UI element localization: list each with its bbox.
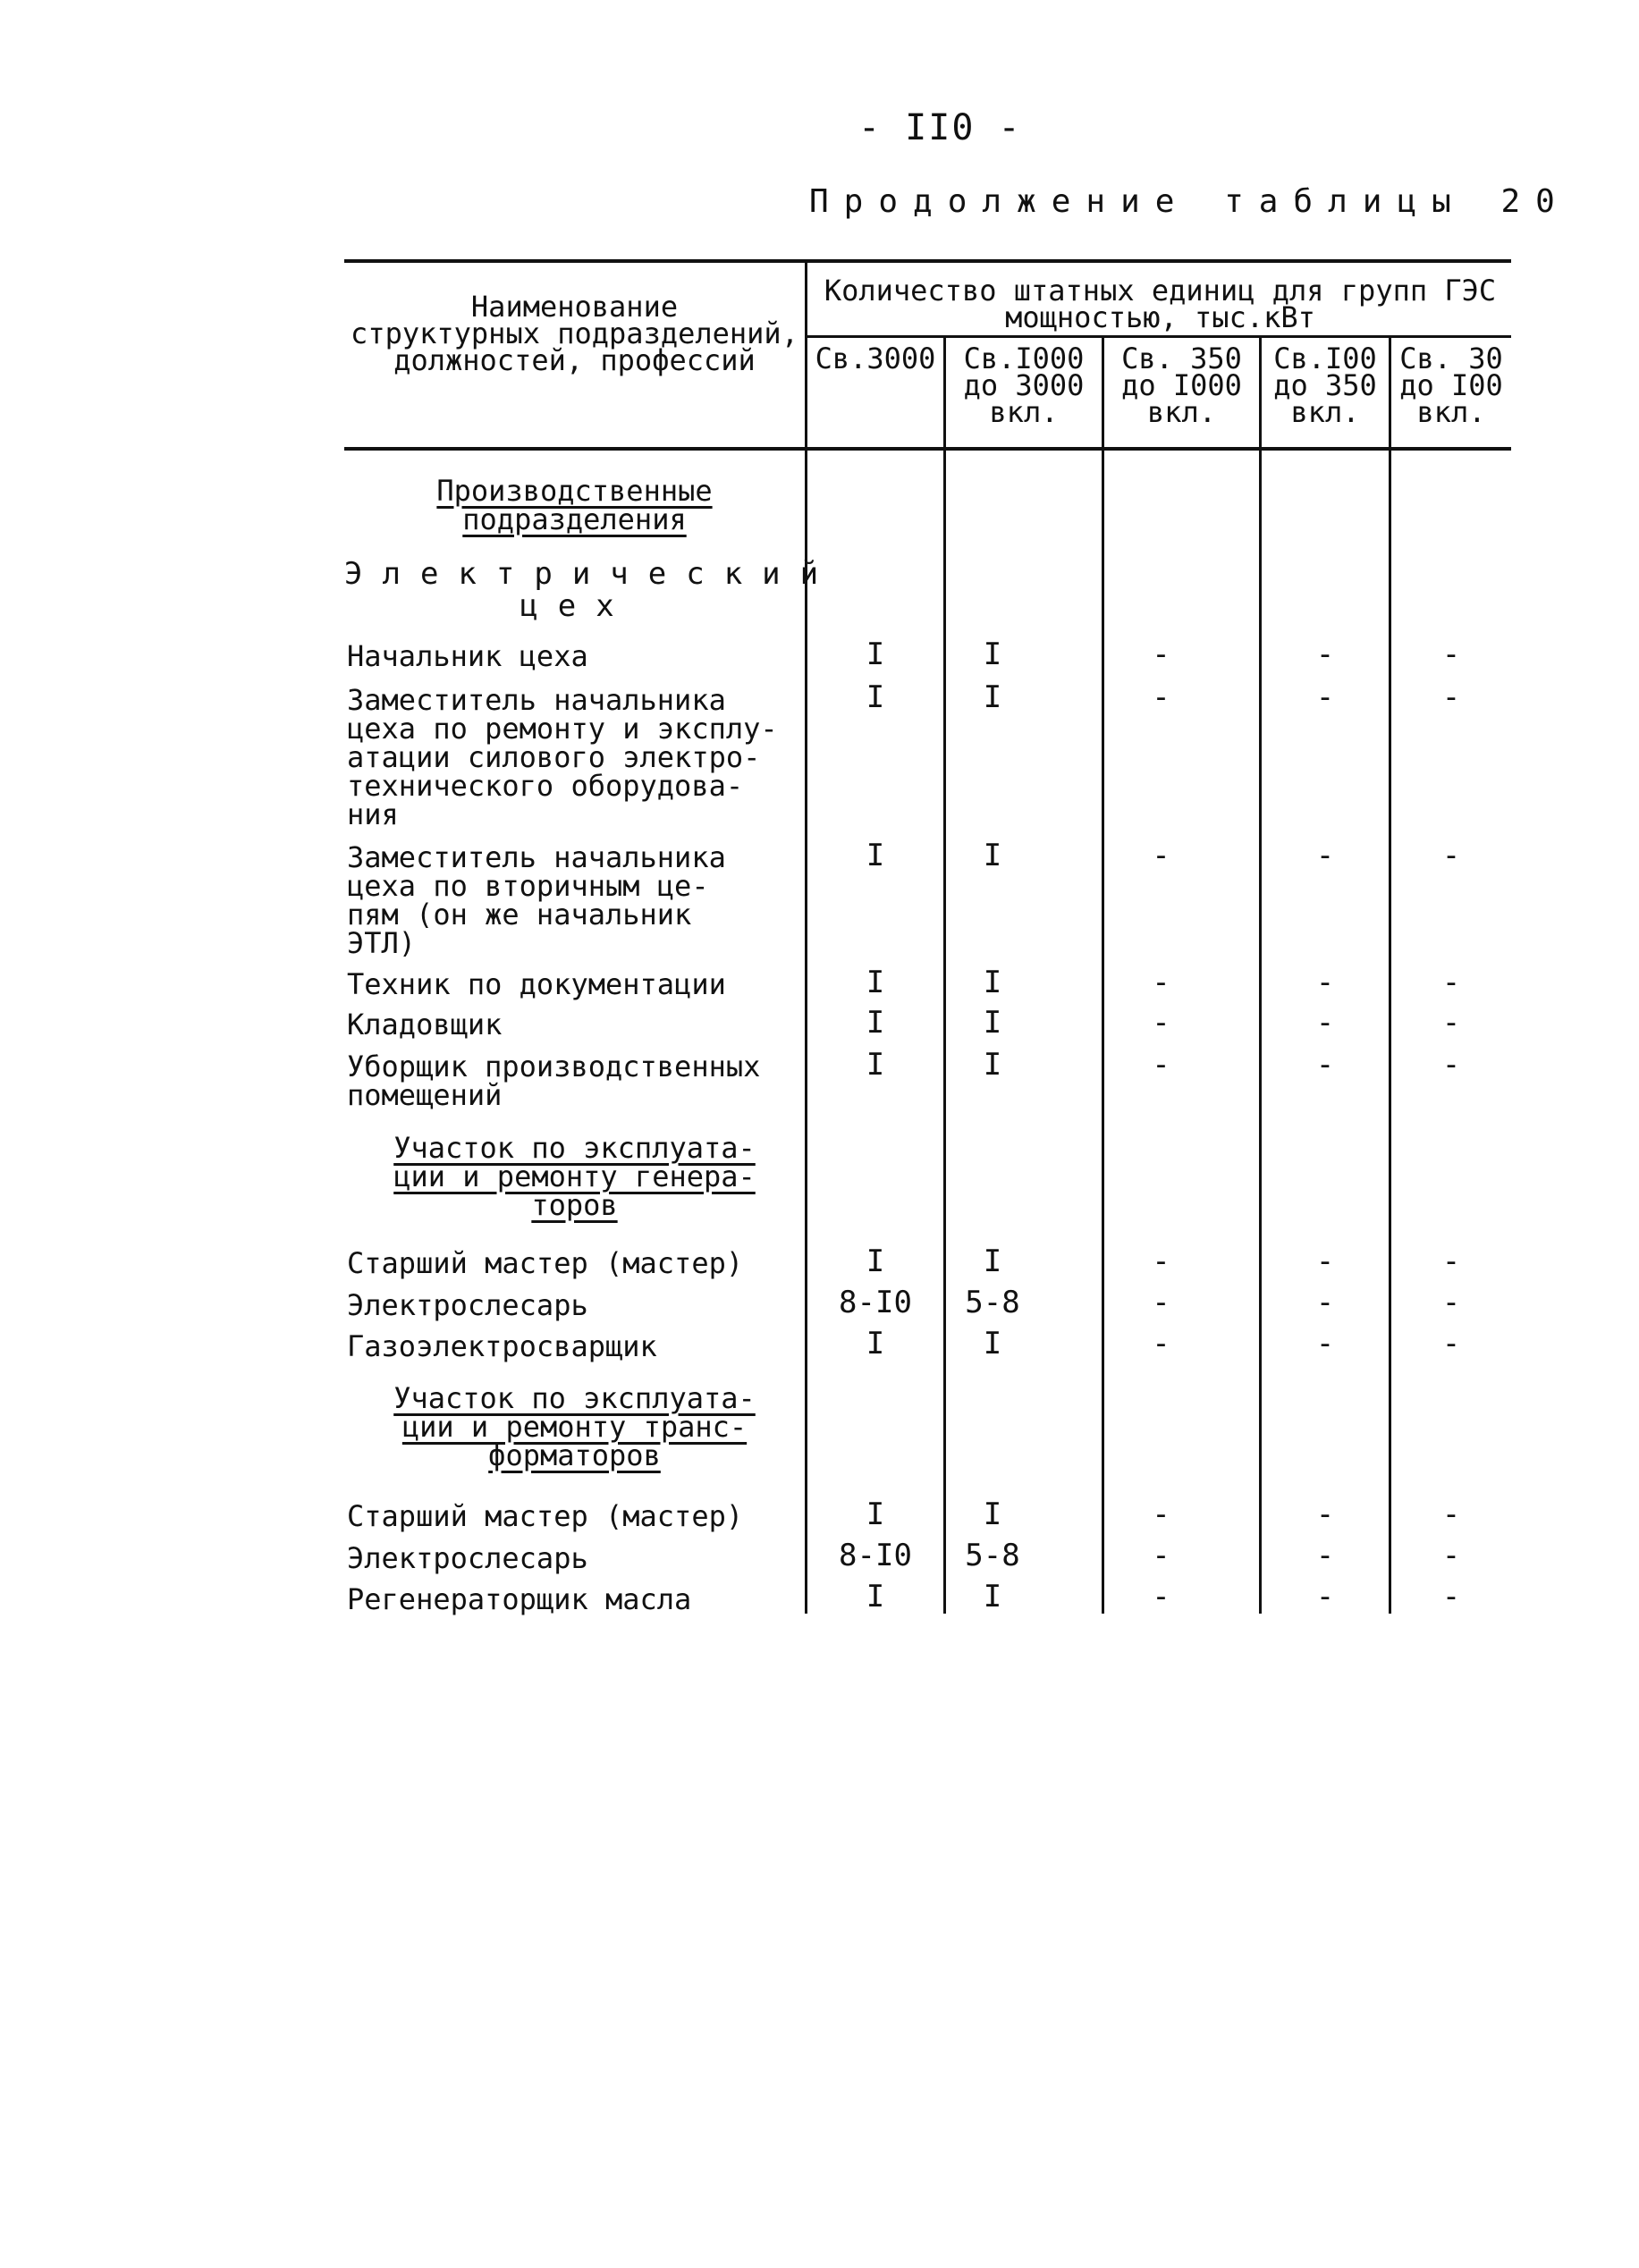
row-value-group-1: I: [866, 1047, 885, 1083]
row-name: Уборщик производственных помещений: [347, 1050, 761, 1112]
row-name: Регенераторщик масла: [347, 1582, 692, 1616]
row-value-group-5: -: [1441, 1579, 1461, 1615]
row-value-group-2: I: [983, 1326, 1002, 1362]
row-value-group-2: 5-8: [965, 1538, 1020, 1573]
header-group-title: Количество штатных единиц для групп ГЭС мощностью, тыс.кВт: [824, 274, 1497, 334]
row-name: Заместитель начальника цеха по вторичным це- пям (он же начальник ЭТЛ): [347, 840, 726, 960]
row-value-group-1: I: [866, 965, 885, 1000]
header-group-1: Св.3000: [815, 341, 936, 375]
row-value-group-5: -: [1441, 1244, 1461, 1279]
row-value-group-5: -: [1441, 1285, 1461, 1320]
row-value-group-3: -: [1152, 1005, 1170, 1041]
header-group-3: Св. 350 до I000 вкл.: [1121, 341, 1242, 429]
header-bottom-rule: [344, 447, 1511, 451]
row-value-group-3: -: [1152, 1497, 1170, 1532]
row-value-group-5: -: [1441, 965, 1461, 1000]
row-value-group-4: -: [1315, 679, 1335, 715]
row-value-group-5: -: [1441, 1497, 1461, 1532]
row-value-group-2: I: [983, 1579, 1002, 1615]
row-value-group-5: -: [1441, 1005, 1461, 1041]
header-group-4: Св.I00 до 350 вкл.: [1273, 341, 1377, 429]
row-value-group-2: I: [983, 838, 1002, 873]
row-value-group-4: -: [1315, 965, 1335, 1000]
row-value-group-1: I: [866, 1244, 885, 1279]
header-name-column: Наименование структурных подразделений, должностей, профессий: [351, 290, 798, 377]
row-value-group-4: -: [1315, 1497, 1335, 1532]
row-value-group-4: -: [1315, 1579, 1335, 1615]
row-name: Кладовщик: [347, 1008, 503, 1041]
row-value-group-2: I: [983, 1244, 1002, 1279]
row-value-group-1: I: [866, 1497, 885, 1532]
row-value-group-3: -: [1152, 1285, 1170, 1320]
row-value-group-4: -: [1315, 1326, 1335, 1362]
row-value-group-5: -: [1441, 1047, 1461, 1083]
row-value-group-2: I: [983, 1005, 1002, 1041]
row-value-group-1: I: [866, 679, 885, 715]
section-production-units: Производственные подразделения: [436, 474, 713, 536]
section-generators-site: Участок по эксплуата- ции и ремонту генера- торов: [393, 1131, 756, 1222]
row-value-group-4: -: [1315, 838, 1335, 873]
row-value-group-1: 8-I0: [839, 1538, 912, 1573]
row-value-group-1: I: [866, 1579, 885, 1615]
table-continuation-title: Продолжение таблицы 20: [809, 183, 1570, 220]
row-value-group-2: I: [983, 637, 1002, 672]
row-value-group-3: -: [1152, 1538, 1170, 1573]
section-transformers-site: Участок по эксплуата- ции и ремонту транс- форматоров: [393, 1381, 756, 1472]
row-value-group-3: -: [1152, 679, 1170, 715]
row-name: Старший мастер (мастер): [347, 1499, 744, 1533]
group-subheader-rule: [805, 335, 1511, 338]
row-name: Техник по документации: [347, 967, 726, 1001]
row-value-group-5: -: [1441, 1326, 1461, 1362]
page-number: - II0 -: [858, 107, 1022, 148]
row-value-group-3: -: [1152, 1047, 1170, 1083]
row-value-group-3: -: [1152, 1244, 1170, 1279]
row-value-group-5: -: [1441, 679, 1461, 715]
row-name: Начальник цеха: [347, 639, 588, 673]
row-value-group-5: -: [1441, 1538, 1461, 1573]
row-value-group-5: -: [1441, 838, 1461, 873]
row-value-group-4: -: [1315, 1244, 1335, 1279]
row-value-group-1: I: [866, 1326, 885, 1362]
section-electrical-shop: Электрический цех: [344, 556, 839, 624]
row-value-group-1: I: [866, 637, 885, 672]
row-value-group-1: I: [866, 1005, 885, 1041]
table-top-rule: [344, 259, 1511, 263]
row-value-group-3: -: [1152, 838, 1170, 873]
row-value-group-1: 8-I0: [839, 1285, 912, 1320]
row-value-group-4: -: [1315, 1285, 1335, 1320]
row-value-group-2: I: [983, 1047, 1002, 1083]
row-name: Заместитель начальника цеха по ремонту и эксплу- атации силового электро- технического оборудова- ния: [347, 683, 778, 831]
row-value-group-2: I: [983, 965, 1002, 1000]
row-value-group-3: -: [1152, 637, 1170, 672]
row-name: Старший мастер (мастер): [347, 1246, 744, 1280]
row-value-group-2: I: [983, 679, 1002, 715]
row-value-group-4: -: [1315, 1538, 1335, 1573]
row-value-group-5: -: [1441, 637, 1461, 672]
row-name: Газоэлектросварщик: [347, 1329, 657, 1363]
row-value-group-3: -: [1152, 1326, 1170, 1362]
row-value-group-2: I: [983, 1497, 1002, 1532]
row-value-group-4: -: [1315, 1005, 1335, 1041]
row-value-group-1: I: [866, 838, 885, 873]
header-group-5: Св. 30 до I00 вкл.: [1399, 341, 1503, 429]
row-value-group-4: -: [1315, 1047, 1335, 1083]
row-name: Электрослесарь: [347, 1288, 588, 1322]
row-value-group-4: -: [1315, 637, 1335, 672]
column-divider-1: [805, 259, 807, 1614]
row-value-group-3: -: [1152, 1579, 1170, 1615]
header-group-2: Св.I000 до 3000 вкл.: [963, 341, 1085, 429]
row-value-group-2: 5-8: [965, 1285, 1020, 1320]
row-name: Электрослесарь: [347, 1541, 588, 1575]
row-value-group-3: -: [1152, 965, 1170, 1000]
